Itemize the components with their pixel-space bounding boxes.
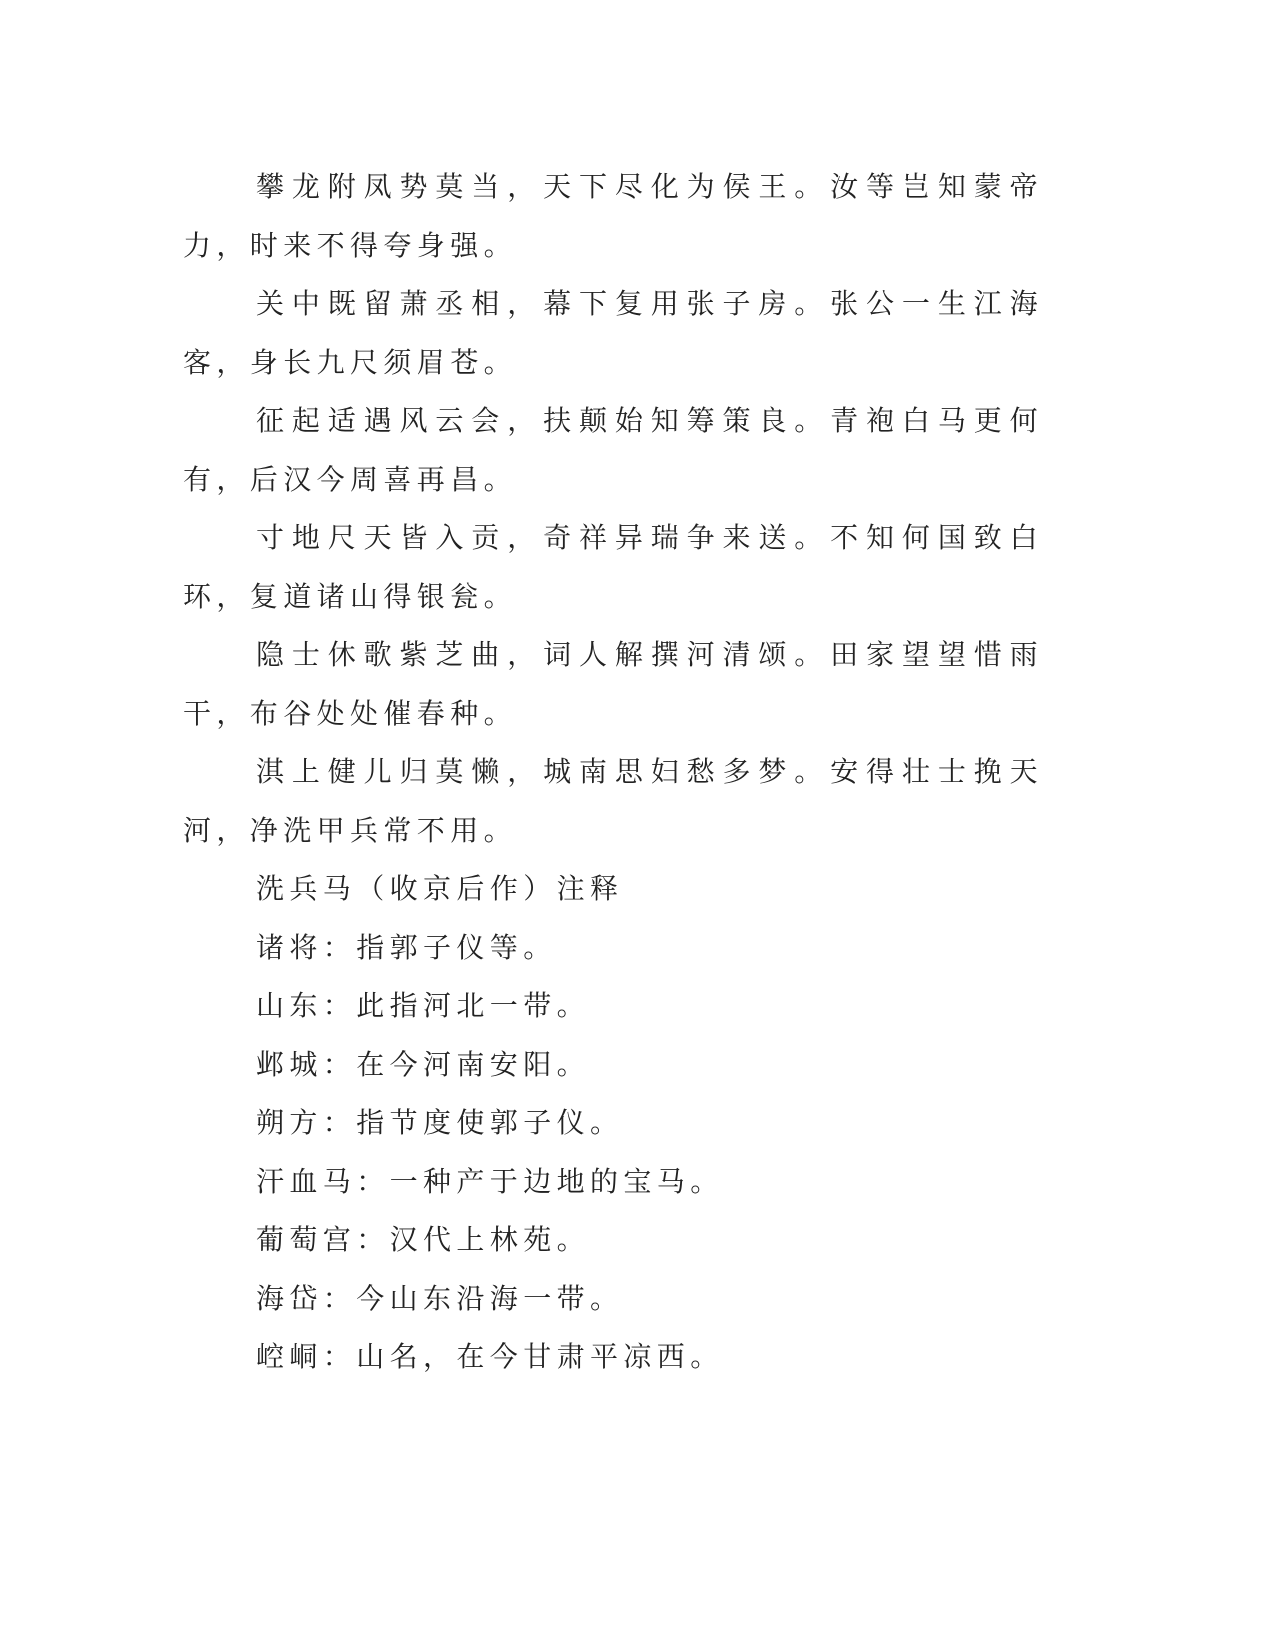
note-item: 海岱：今山东沿海一带。 — [256, 1281, 624, 1315]
poem-stanza-4: 寸地尺天皆入贡，奇祥异瑞争来送。不知何国致白环，复道诸山得银瓮。 — [183, 521, 1043, 613]
poem-stanza-6: 淇上健儿归莫懒，城南思妇愁多梦。安得壮士挽天河，净洗甲兵常不用。 — [183, 755, 1043, 847]
note-item: 诸将：指郭子仪等。 — [256, 930, 557, 964]
note-item: 朔方：指节度使郭子仪。 — [256, 1106, 624, 1139]
poem-stanza-5: 隐士休歌紫芝曲，词人解撰河清颂。田家望望惜雨干，布谷处处催春种。 — [183, 638, 1043, 730]
poem-stanza-2: 关中既留萧丞相，幕下复用张子房。张公一生江海客，身长九尺须眉苍。 — [183, 287, 1043, 379]
notes-heading: 洗兵马（收京后作）注释 — [256, 872, 624, 905]
note-item: 葡萄宫：汉代上林苑。 — [256, 1223, 591, 1256]
note-item: 崆峒：山名，在今甘肃平凉西。 — [256, 1340, 724, 1373]
note-item: 邺城：在今河南安阳。 — [256, 1047, 591, 1081]
document-body — [183, 158, 1043, 1387]
note-item: 山东：此指河北一带。 — [256, 989, 591, 1022]
poem-stanza-1: 攀龙附凤势莫当，天下尽化为侯王。汝等岂知蒙帝力，时来不得夸身强。 — [183, 170, 1043, 262]
note-item: 汗血马：一种产于边地的宝马。 — [256, 1164, 724, 1198]
poem-stanza-3: 征起适遇风云会，扶颠始知筹策良。青袍白马更何有，后汉今周喜再昌。 — [183, 404, 1043, 496]
